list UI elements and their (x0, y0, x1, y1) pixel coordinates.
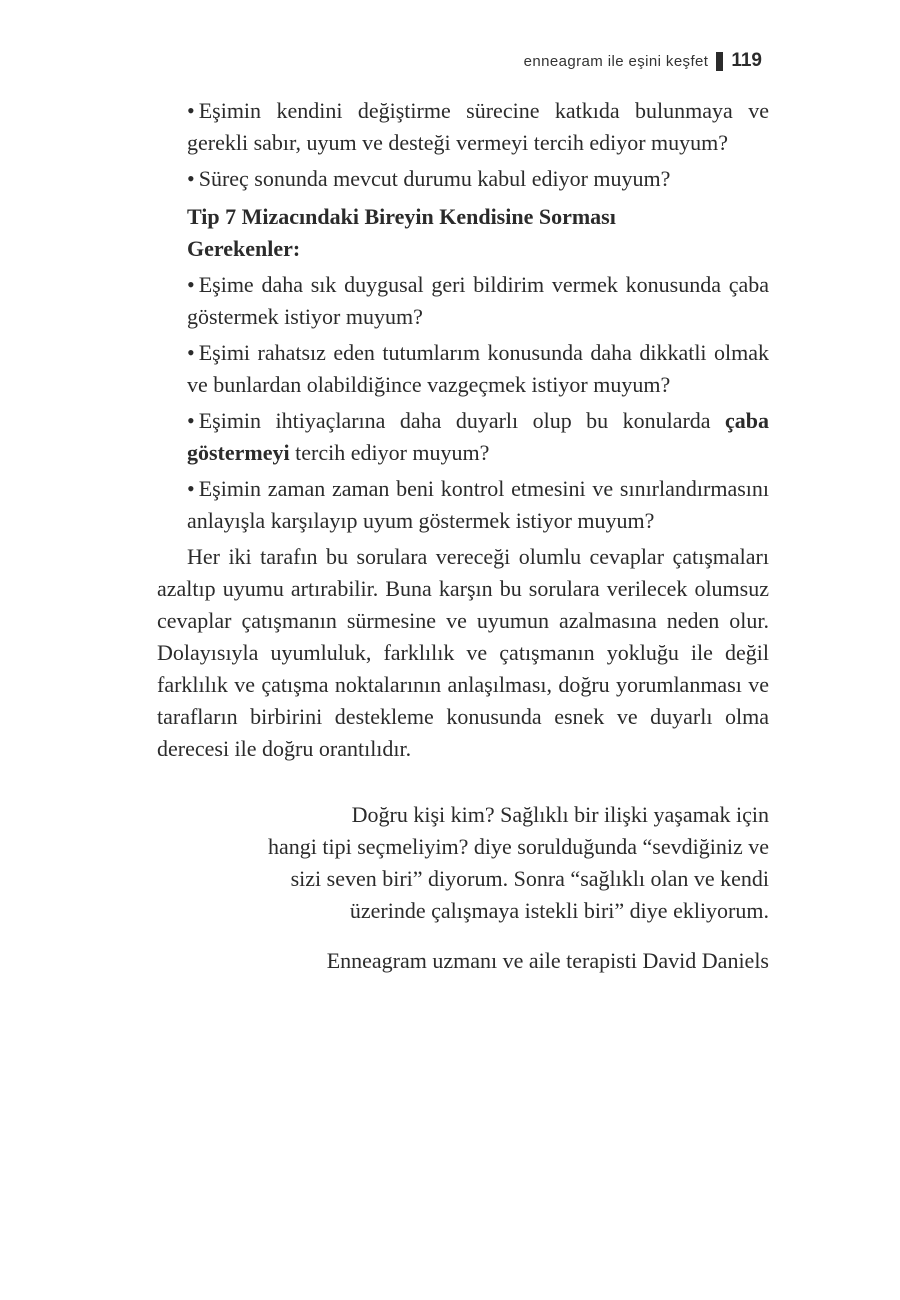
page-number: 119 (731, 50, 762, 71)
quote-line: sizi seven biri” diyorum. Sonra “sağlıklı olan ve kendi (290, 866, 769, 891)
bullet-text: Eşimin kendini değiştirme sürecine katkıda bulunmaya ve gerekli sabır, uyum ve desteği vermeyi tercih ediyor muyum? (187, 98, 769, 155)
bullet-text: tercih ediyor muyum? (289, 440, 490, 465)
bullet-symbol: • (187, 272, 195, 297)
running-head-title: enneagram ile eşini keşfet (523, 52, 709, 70)
bullet-text: Eşimin ihtiyaçlarına daha duyarlı olup bu konularda (198, 408, 725, 433)
epigraph-quote (157, 799, 769, 927)
bullet-item (187, 163, 769, 195)
bullet-text: Süreç sonunda mevcut durumu kabul ediyor muyum? (198, 166, 671, 191)
bullet-emphasis: çaba göstermeyi (187, 408, 769, 465)
bullet-text: Eşimi rahatsız eden tutumlarım konusunda daha dikkatli olmak ve bunlardan olabildiğince vazgeçmek istiyor muyum? (187, 340, 769, 397)
bullet-symbol: • (187, 476, 195, 501)
body-paragraph: Her iki tarafın bu sorulara vereceği olumlu cevaplar çatışmaları azaltıp uyumu artırabilir. Buna karşın bu sorulara verilecek olumsuz cevaplar çatışmanın sürmesine ve uyumun azalmasına neden olur. Dolayısıyla uyumluluk, farklılık ve çatışmanın yokluğu ile değil farklılık ve çatışma noktalarının anlaşılması, doğru yorumlanması ve tarafların birbirini destekleme konusunda esnek ve duyarlı olma derecesi ile doğru orantılıdır. (157, 544, 769, 761)
quote-attribution: Enneagram uzmanı ve aile terapisti David Daniels (326, 948, 769, 973)
page-body (157, 95, 769, 977)
bullet-text: Eşime daha sık duygusal geri bildirim vermek konusunda çaba göstermek istiyor muyum? (187, 272, 769, 329)
bullet-item (187, 95, 769, 159)
quote-line: hangi tipi seçmeliyim? diye sorulduğunda “sevdiğiniz ve (268, 834, 769, 859)
bullet-item (187, 337, 769, 401)
bullet-item (187, 269, 769, 333)
bullet-text: Eşimin zaman zaman beni kontrol etmesini ve sınırlandırmasını anlayışla karşılayıp uyum göstermek istiyor muyum? (187, 476, 769, 533)
running-head (524, 50, 762, 72)
bullet-symbol: • (187, 340, 195, 365)
bullet-symbol: • (187, 408, 195, 433)
running-head-bar (716, 52, 723, 71)
section-heading-line: Gerekenler: (187, 236, 301, 261)
bullet-item (187, 473, 769, 537)
bullet-symbol: • (187, 98, 195, 123)
quote-line: üzerinde çalışmaya istekli biri” diye ekliyorum. (349, 898, 769, 923)
section-heading-line: Tip 7 Mizacındaki Bireyin Kendisine Sorması (187, 204, 616, 229)
quote-line: Doğru kişi kim? Sağlıklı bir ilişki yaşamak için (351, 802, 769, 827)
bullet-symbol: • (187, 166, 195, 191)
bullet-item (187, 405, 769, 469)
section-heading (187, 201, 769, 265)
